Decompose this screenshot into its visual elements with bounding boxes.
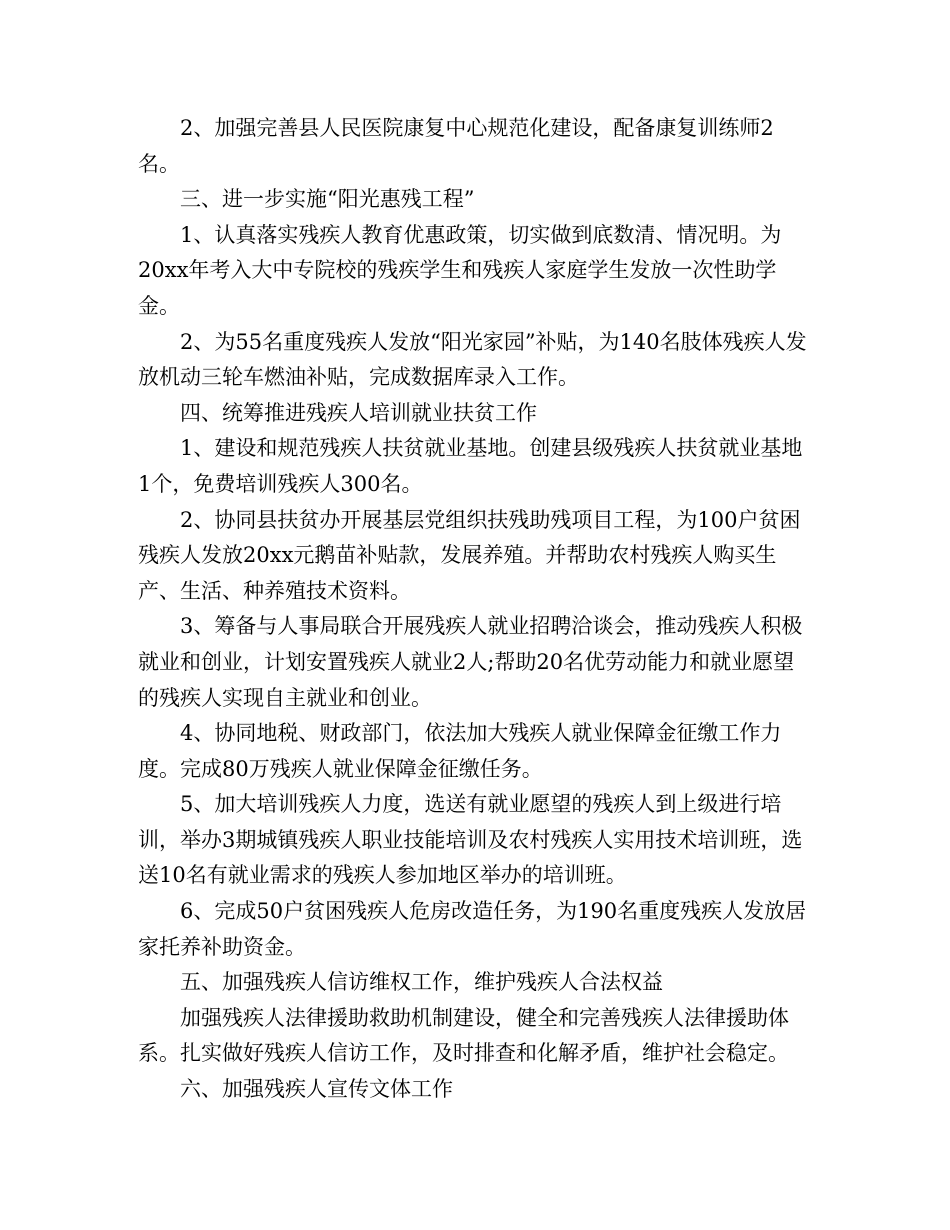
heading-petition-rights: 五、加强残疾人信访维权工作，维护残疾人合法权益 [180, 970, 663, 995]
paragraph-employment-base: 1、建设和规范残疾人扶贫就业基地。创建县级残疾人扶贫就业基地1个，免费培训残疾人300名。 [138, 436, 803, 496]
paragraph-education-policy: 1、认真落实残疾人教育优惠政策，切实做到底数清、情况明。为20xx年考入大中专院校的残疾学生和残疾人家庭学生发放一次性助学金。 [138, 222, 782, 318]
paragraph-subsidies: 2、为55名重度残疾人发放“阳光家园”补贴，为140名肢体残疾人发放机动三轮车燃油补贴，完成数据库录入工作。 [138, 329, 807, 390]
paragraph-rehab-center: 2、加强完善县人民医院康复中心规范化建设，配备康复训练师2名。 [138, 116, 774, 176]
heading-training-employment: 四、统筹推进残疾人培训就业扶贫工作 [180, 400, 537, 425]
paragraph-poverty-project: 2、协同县扶贫办开展基层党组织扶残助残项目工程，为100户贫困残疾人发放20xx元鹅苗补贴款，发展养殖。并帮助农村残疾人购买生产、生活、种养殖技术资料。 [138, 507, 801, 603]
paragraph-training-classes: 5、加大培训残疾人力度，选送有就业愿望的残疾人到上级进行培训，举办3期城镇残疾人职业技能培训及农村残疾人实用技术培训班，选送10名有就业需求的残疾人参加地区举办的培训班。 [138, 792, 803, 888]
paragraph-security-fund: 4、协同地税、财政部门，依法加大残疾人就业保障金征缴工作力度。完成80万残疾人就业保障金征缴任务。 [138, 721, 782, 781]
heading-culture-sports: 六、加强残疾人宣传文体工作 [180, 1077, 453, 1102]
paragraph-job-fair: 3、筹备与人事局联合开展残疾人就业招聘洽谈会，推动残疾人积极就业和创业，计划安置残疾人就业2人;帮助20名优劳动能力和就业愿望的残疾人实现自主就业和创业。 [138, 614, 803, 710]
paragraph-housing-renovation: 6、完成50户贫困残疾人危房改造任务，为190名重度残疾人发放居家托养补助资金。 [138, 899, 807, 959]
paragraph-legal-aid: 加强残疾人法律援助救助机制建设，健全和完善残疾人法律援助体系。扎实做好残疾人信访工作，及时排查和化解矛盾，维护社会稳定。 [138, 1005, 789, 1066]
heading-sunshine-project: 三、进一步实施“阳光惠残工程” [180, 187, 475, 212]
